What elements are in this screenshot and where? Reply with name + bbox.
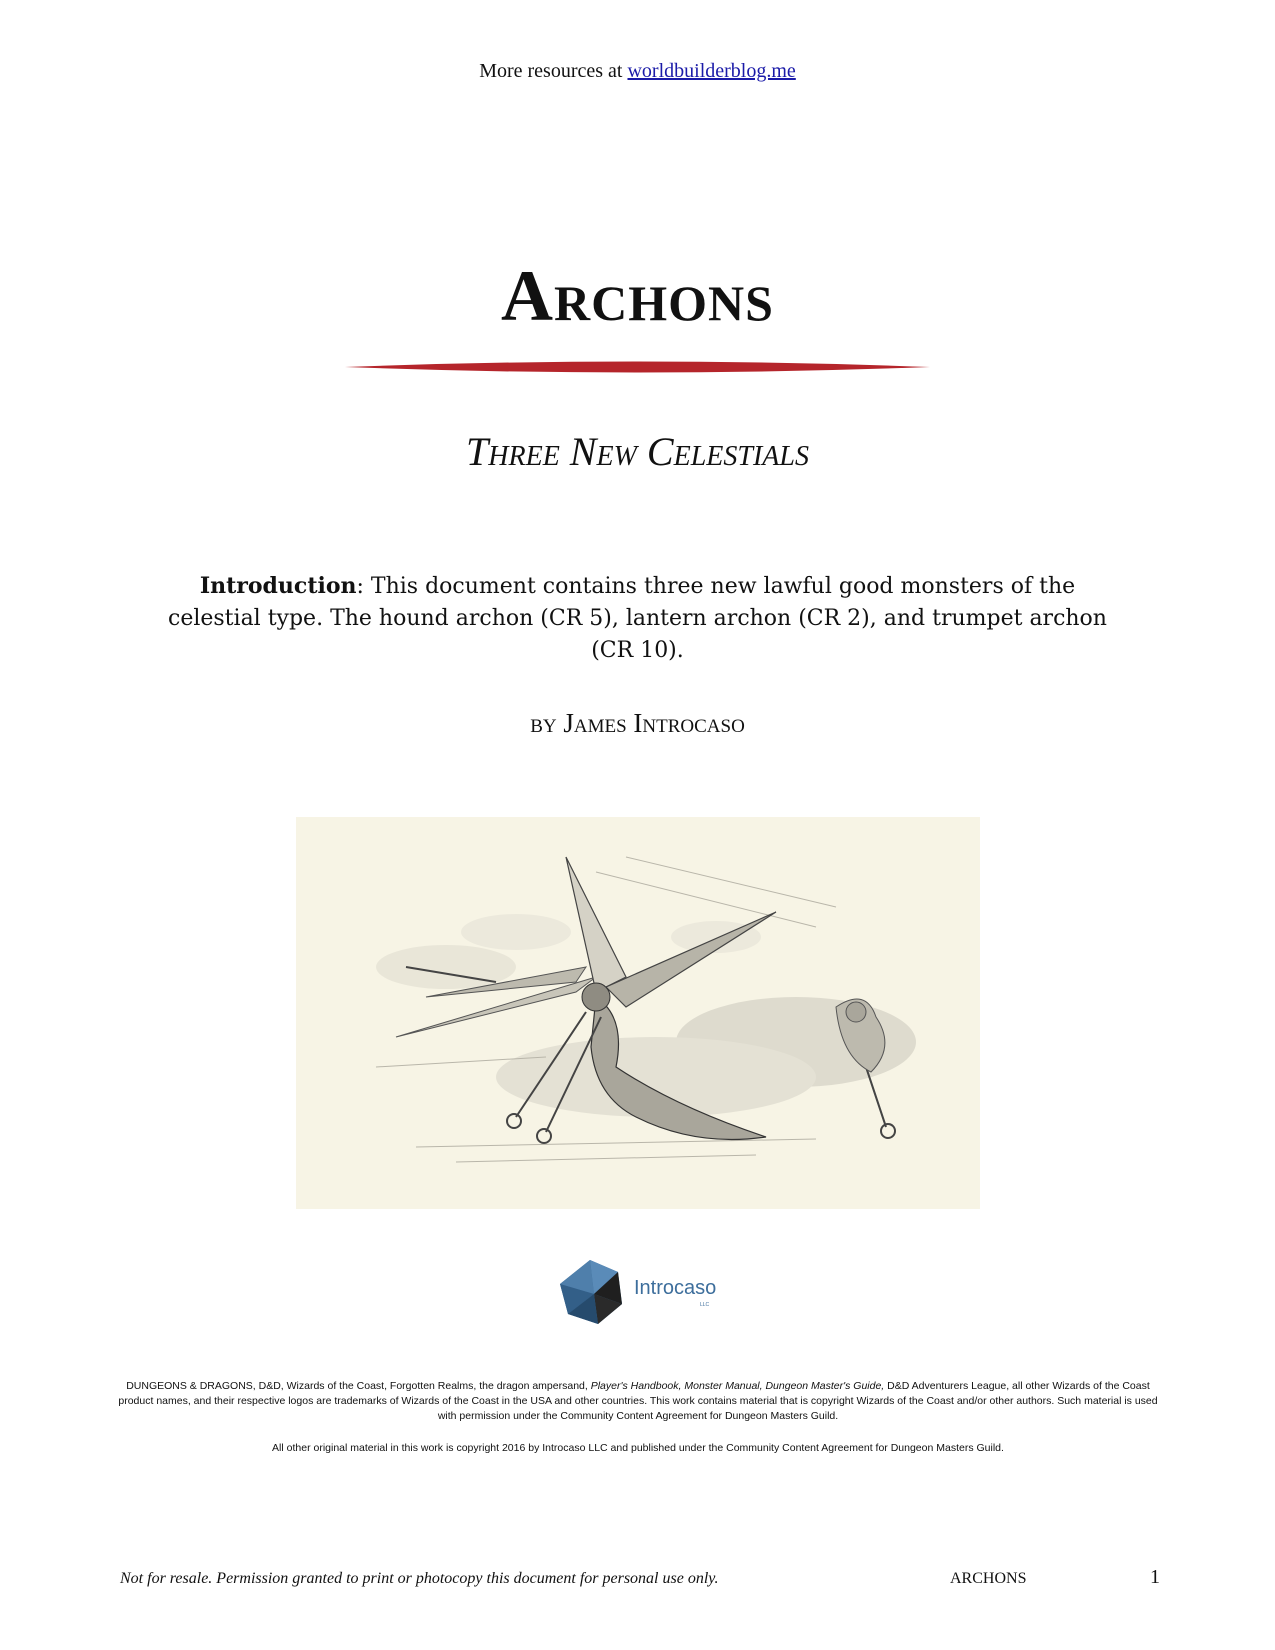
copyright-notice: All other original material in this work is copyright 2016 by Introcaso LLC and published under the Community Content Agreement for Dungeon Masters Guild.	[272, 1442, 1004, 1454]
trademark-notice	[118, 1379, 1158, 1424]
logo-suffix: LLC	[700, 1302, 710, 1308]
footer-page-number: 1	[1150, 1566, 1160, 1588]
footer-doc-title: ARCHONS	[950, 1570, 1027, 1587]
resources-prefix: More resources at	[479, 60, 628, 82]
trademark-text-1: DUNGEONS & DRAGONS, D&D, Wizards of the Coast, Forgotten Realms, the dragon ampersand,	[126, 1380, 591, 1392]
logo-name: Introcaso	[634, 1277, 717, 1299]
icosahedron-icon	[558, 1258, 728, 1328]
publisher-logo	[558, 1258, 728, 1328]
page-subtitle: Three New Celestials	[466, 429, 809, 474]
introduction-paragraph	[160, 570, 1115, 667]
author-byline: by James Introcaso	[530, 708, 745, 738]
angels-trumpets-illustration	[296, 817, 980, 1209]
resources-link[interactable]: worldbuilderblog.me	[627, 60, 796, 82]
introduction-text: : This document contains three new lawful good monsters of the celestial type. The hound archon (CR 5), lantern archon (CR 2), and trumpet archon (CR 10).	[168, 574, 1107, 663]
page-title: Archons	[501, 256, 774, 336]
resources-line	[0, 60, 1275, 83]
trademark-text-books: Player's Handbook, Monster Manual, Dungeon Master's Guide,	[590, 1380, 885, 1392]
title-divider	[345, 360, 930, 374]
trademark-text-2: D&D Adventurers League, all other Wizards of the Coast product names, and their respective logos are trademarks of Wizards of the Coast in the USA and other countries. This work contains material that is copyright Wizards of the Coast and/or other authors. Such material is used with permission under the Community Content Agreement for Dungeon Masters Guild.	[118, 1380, 1158, 1422]
footer-resale-note: Not for resale. Permission granted to print or photocopy this document for personal use only.	[120, 1570, 719, 1587]
introduction-label: Introduction	[199, 573, 357, 599]
